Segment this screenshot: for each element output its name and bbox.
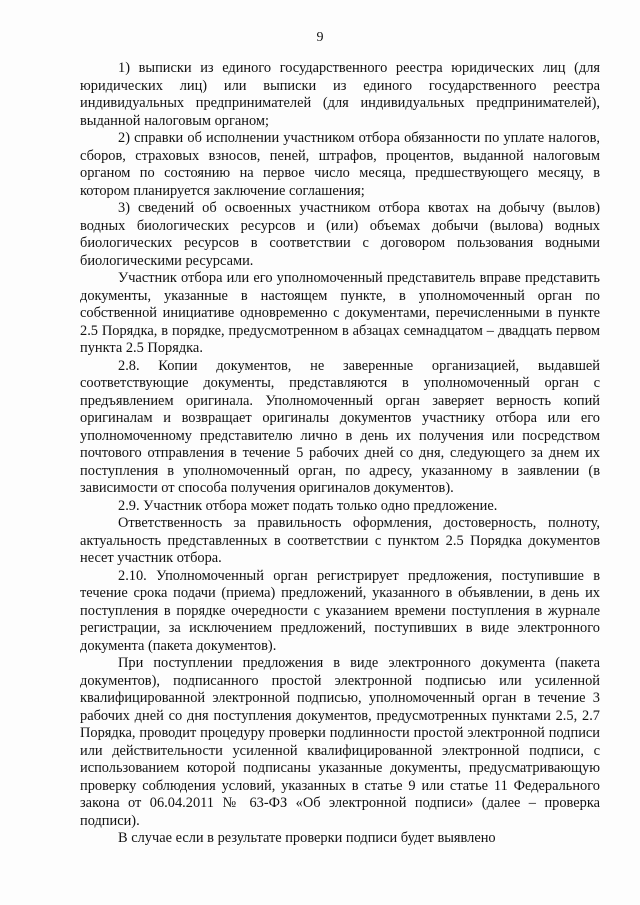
page-number: 9 [316, 30, 324, 45]
paragraph-2-10: 2.10. Уполномоченный орган регистрирует предложения, поступившие в течение срока подачи (приема) предложений, указанного в объявлении, в день их поступления в порядке очередности с указанием времени поступления в журнале регистрации, за исключением предложений, поступивших в виде электронного документа (пакета документов). [80, 567, 600, 654]
paragraph-2-8: 2.8. Копии документов, не заверенные организацией, выдавшей соответствующие документы, представляются в уполномоченный орган с предъявлением оригинала. Уполномоченный орган заверяет верность копий оригиналам и возвращает оригиналы документов участнику отбора или его уполномоченному представителю лично в день их получения или посредством почтового отправления в течение 5 рабочих дней со дня, следующего за днем их поступления в уполномоченный орган, по адресу, указанному в заявлении (в зависимости от способа получения оригиналов документов). [80, 357, 600, 496]
paragraph-item-2-tax-certificate: 2) справки об исполнении участником отбора обязанности по уплате налогов, сборов, страховых взносов, пеней, штрафов, процентов, выданной налоговым органом по состоянию на первое число месяца, предшествующего месяцу, в котором планируется заключение соглашения; [80, 130, 600, 199]
paragraph-item-1-egrul: 1) выписки из единого государственного реестра юридических лиц (для юридических лиц) или выписки из единого государственного реестра индивидуальных предпринимателей (для индивидуальных предпринимателей), выданной налоговым органом; [80, 60, 600, 129]
paragraph-item-3-quota-info: 3) сведений об освоенных участником отбора квотах на добычу (вылов) водных биологических ресурсов и (или) объемах добычи (вылова) водных биологических ресурсов в соответствии с договором пользования водными биологическими ресурсами. [80, 200, 600, 269]
document-body [80, 60, 600, 848]
paragraph-2-9: 2.9. Участник отбора может подать только одно предложение. [118, 497, 498, 514]
paragraph-electronic-document: При поступлении предложения в виде электронного документа (пакета документов), подписанного простой электронной подписью или усиленной квалифицированной электронной подписью, уполномоченный орган в течение 3 рабочих дней со дня поступления документов, предусмотренных пунктами 2.5, 2.7 Порядка, проводит процедуру проверки подлинности простой электронной подписи или действительности усиленной квалифицированной электронной подписи, с использованием которой подписаны указанные документы, предусматривающую проверку соблюдения условий, указанных в статье 9 или статье 11 Федерального закона от 06.04.2011 № 63-ФЗ «Об электронной подписи» (далее – проверка подписи). [80, 655, 600, 829]
page-bottom-edge [0, 891, 640, 905]
paragraph-own-initiative: Участник отбора или его уполномоченный представитель вправе представить документы, указанные в настоящем пункте, в уполномоченный орган по собственной инициативе одновременно с документами, перечисленными в пункте 2.5 Порядка, в порядке, предусмотренном в абзацах семнадцатом – двадцать первом пункта 2.5 Порядка. [80, 270, 600, 356]
paragraph-signature-check-result: В случае если в результате проверки подписи будет выявлено [118, 830, 496, 846]
paragraph-responsibility: Ответственность за правильность оформления, достоверность, полноту, актуальность представленных в соответствии с пунктом 2.5 Порядка документов несет участник отбора. [80, 515, 600, 566]
